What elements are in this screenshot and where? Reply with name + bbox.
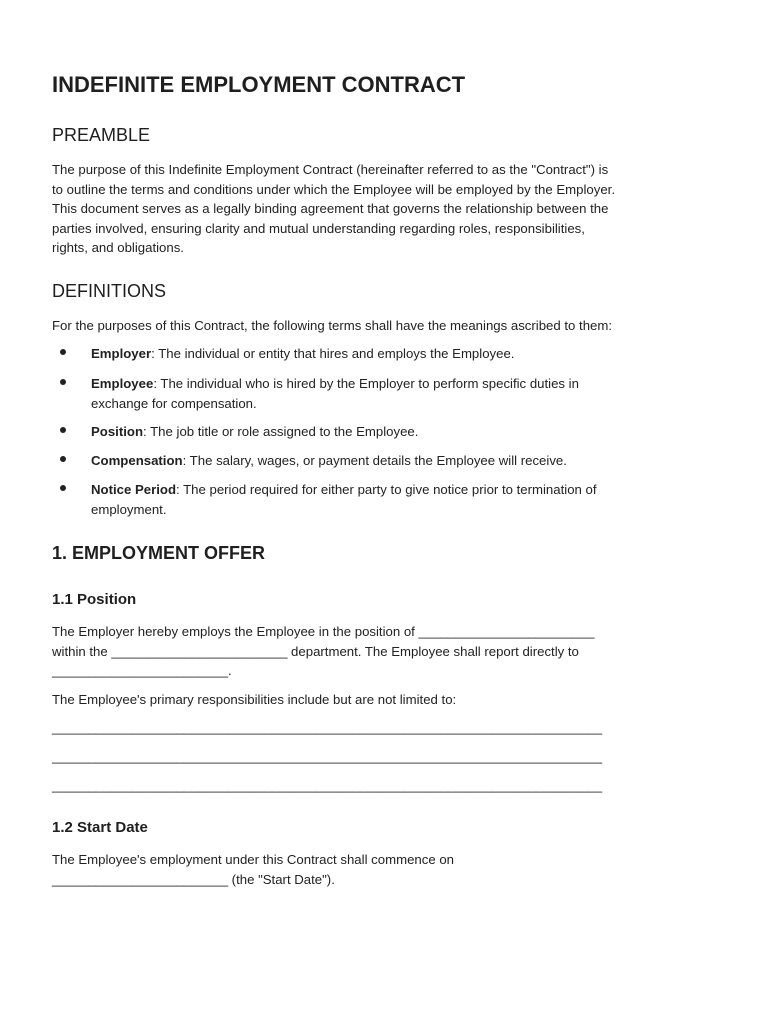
definitions-intro: For the purposes of this Contract, the following terms shall have the meanings ascribed to them: <box>52 318 613 333</box>
preamble-line: to outline the terms and conditions under which the Employee will be employed by the Employer. <box>52 181 615 197</box>
preamble-line: This document serves as a legally binding agreement that governs the relationship between the <box>52 201 609 217</box>
definition-text: : The period required for either party to give notice prior to termination of <box>176 482 597 497</box>
section-1-heading: 1. EMPLOYMENT OFFER <box>52 543 266 563</box>
definition-term: Compensation <box>91 453 183 468</box>
position-line: ________________________. <box>52 663 232 679</box>
preamble-line: The purpose of this Indefinite Employment Contract (hereinafter referred to as the "Contract") is <box>52 162 609 177</box>
responsibility-blank-line: ___________________________________________________________________________ <box>52 778 603 793</box>
preamble-heading: PREAMBLE <box>52 125 151 145</box>
position-line: The Employer hereby employs the Employee in the position of ________________________ <box>52 624 595 639</box>
preamble-line: rights, and obligations. <box>52 240 184 256</box>
bullet-icon <box>60 427 66 433</box>
definition-text: : The salary, wages, or payment details the Employee will receive. <box>182 453 567 468</box>
definition-text: : The individual who is hired by the Employer to perform specific duties in <box>153 376 579 391</box>
definition-term: Notice Period <box>91 482 177 497</box>
bullet-icon <box>60 456 66 462</box>
definition-text: : The individual or entity that hires and employs the Employee. <box>151 346 515 361</box>
start-date-line: ________________________ (the "Start Date"). <box>52 871 335 887</box>
definition-term: Employee <box>91 376 154 391</box>
preamble-line: parties involved, ensuring clarity and mutual understanding regarding roles, responsibilities, <box>52 220 585 236</box>
start-date-paragraph <box>52 850 454 889</box>
bullet-icon <box>60 379 66 385</box>
responsibilities-intro: The Employee's primary responsibilities include but are not limited to: <box>52 692 457 707</box>
document-title: INDEFINITE EMPLOYMENT CONTRACT <box>52 72 466 97</box>
position-line: within the ________________________ department. The Employee shall report directly to <box>52 643 579 659</box>
bullet-icon <box>60 349 66 355</box>
responsibility-blank-line: ___________________________________________________________________________ <box>52 749 603 764</box>
preamble-paragraph <box>52 160 615 258</box>
responsibility-blank-line: ___________________________________________________________________________ <box>52 720 603 735</box>
position-paragraph <box>52 622 595 681</box>
start-date-line: The Employee's employment under this Contract shall commence on <box>52 852 454 867</box>
bullet-icon <box>60 485 66 491</box>
definition-text-cont: exchange for compensation. <box>91 395 257 411</box>
definitions-heading: DEFINITIONS <box>52 281 167 301</box>
definition-text: : The job title or role assigned to the Employee. <box>143 424 419 439</box>
definition-text-cont: employment. <box>91 501 167 517</box>
definition-term: Employer <box>91 346 152 361</box>
definition-term: Position <box>91 424 144 439</box>
subsection-1-2-heading: 1.2 Start Date <box>52 819 148 836</box>
subsection-1-1-heading: 1.1 Position <box>52 591 137 608</box>
